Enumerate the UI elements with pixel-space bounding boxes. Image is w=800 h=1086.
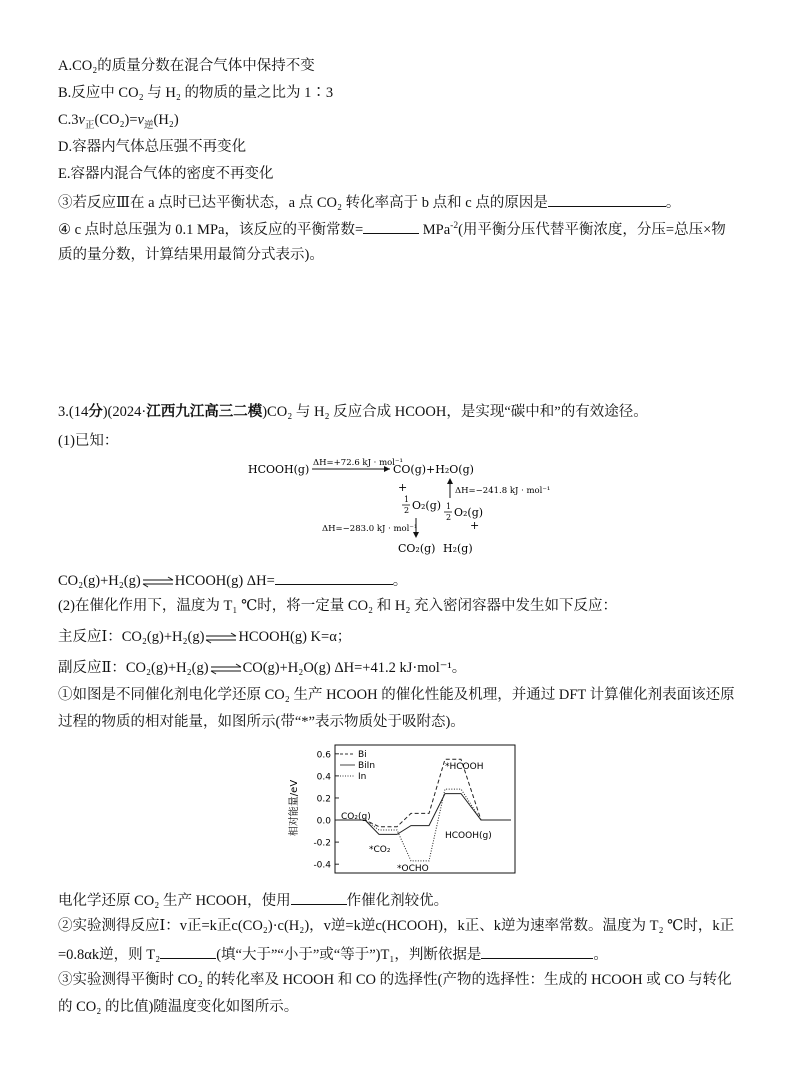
main-reaction-products: HCOOH(g) K=α； (238, 629, 352, 645)
annotation-hcooh-gas: HCOOH(g) (445, 831, 492, 841)
y-tick-label: -0.4 (313, 860, 331, 871)
scheme-arrowhead-2 (447, 478, 453, 484)
question-4-unit: MPa (419, 222, 451, 238)
question-3-text: ③若反应Ⅲ在 a 点时已达平衡状态，a 点 CO₂ 转化率高于 b 点和 c 点的原因是 (58, 195, 548, 211)
problem-3-heading (58, 402, 648, 422)
y-tick-label: 0.2 (316, 794, 331, 805)
q1-end: 。 (392, 573, 408, 589)
legend-label-bi: Bi (358, 750, 367, 760)
sub-question-2-line2 (58, 943, 608, 965)
question-3-end: 。 (665, 195, 681, 211)
question-1 (58, 569, 407, 591)
sub-question-1-line2: 过程的物质的相对能量，如图所示(带“*”表示物质处于吸附态)。 (58, 714, 465, 730)
question-4-line2: 质的量分数，计算结果用最简分式表示)。 (58, 247, 324, 263)
scheme-half-den-1: 2 (404, 506, 410, 515)
scheme-dh1: ΔH=+72.6 kJ · mol⁻¹ (313, 458, 403, 468)
option-d: D.容器内气体总压强不再变化 (58, 139, 247, 155)
answer-blank-q1[interactable] (275, 569, 393, 585)
annotation-co2-gas: CO₂(g) (341, 812, 371, 822)
question-4-exponent: -2 (450, 221, 459, 232)
sub-question-3-line1: ③实验测得平衡时 CO₂ 的转化率及 HCOOH 和 CO 的选择性(产物的选择性：生成的 HCOOH 或 CO 与转化 (58, 972, 732, 988)
problem-3-source: 江西九江高三二模 (146, 404, 263, 420)
after-chart-question (58, 889, 448, 911)
answer-blank-temperature[interactable] (160, 943, 216, 959)
scheme-half-den-2: 2 (446, 513, 452, 522)
option-b: B.反应中 CO₂ 与 H₂ 的物质的量之比为 1∶3 (58, 85, 334, 101)
legend-label-in: In (358, 772, 367, 782)
after-chart-text-a: 电化学还原 CO₂ 生产 HCOOH，使用 (58, 893, 291, 909)
option-c-prefix: C.3 (58, 112, 79, 128)
main-reaction-reactants: 主反应Ⅰ：CO₂(g)+H₂(g) (58, 629, 205, 645)
option-c-v2: v (137, 112, 144, 128)
y-tick-label: -0.2 (313, 838, 331, 849)
sub-question-2-end: 。 (593, 947, 608, 963)
problem-3-points-unit: 分 (88, 404, 103, 420)
scheme-co2: CO₂(g) (398, 542, 436, 555)
scheme-o2-left: O₂(g) (412, 499, 442, 512)
sub-question-2-text-b: (填“大于”“小于”或“等于”)T₁，判断依据是 (216, 947, 482, 963)
sub-question-2-text-a: =0.8αk逆，则 T₂ (58, 947, 161, 963)
equilibrium-arrow-icon (141, 576, 175, 588)
y-tick-label: 0.0 (316, 816, 331, 827)
option-c-post: (H₂) (153, 112, 179, 128)
chart-ylabel: 相对能量/eV (289, 779, 300, 837)
scheme-hcooh: HCOOH(g) (248, 463, 310, 476)
scheme-o2-right: O₂(g) (454, 506, 484, 519)
answer-blank-catalyst[interactable] (291, 889, 347, 905)
scheme-half-num-1: 1 (404, 495, 410, 504)
option-c (58, 110, 179, 130)
side-reaction-products: CO(g)+H₂O(g) ΔH=+41.2 kJ·mol⁻¹。 (242, 660, 467, 676)
q1-reactants: CO₂(g)+H₂(g) (58, 573, 141, 589)
series-line-in (337, 789, 511, 861)
question-4 (58, 218, 726, 240)
sub-question-2-line1: ②实验测得反应Ⅰ：v正=k正c(CO₂)·c(H₂)，v逆=k逆c(HCOOH)，k正、k逆为速率常数。温度为 T₂ ℃时，k正 (58, 918, 735, 934)
option-a: A.CO₂的质量分数在混合气体中保持不变 (58, 58, 315, 74)
answer-blank-reason[interactable] (481, 943, 593, 959)
option-c-mid: (CO₂)= (94, 112, 138, 128)
side-reaction-reactants: 副反应Ⅱ：CO₂(g)+H₂(g) (58, 660, 209, 676)
annotation-ocho: *OCHO (397, 864, 429, 874)
option-c-sub2: 逆 (143, 120, 154, 131)
energy-profile-chart (285, 742, 520, 876)
problem-3-year: )(2024· (102, 404, 147, 420)
question-3 (58, 191, 680, 213)
option-e: E.容器内混合气体的密度不再变化 (58, 166, 274, 182)
scheme-plus-1: + (398, 481, 408, 494)
after-chart-text-b: 作催化剂较优。 (346, 893, 449, 909)
scheme-co-h2o: CO(g)+H₂O(g) (393, 463, 474, 476)
legend-label-biin: BiIn (358, 761, 376, 771)
option-c-sub1: 正 (84, 120, 95, 131)
option-c-v1: v (78, 112, 85, 128)
sub-question-1-line1: ①如图是不同催化剂电化学还原 CO₂ 生产 HCOOH 的催化性能及机理，并通过 DFT 计算催化剂表面该还原 (58, 687, 735, 703)
annotation-co2-ads: *CO₂ (369, 845, 391, 855)
y-tick-label: 0.6 (316, 750, 331, 761)
main-reaction (58, 627, 351, 647)
equilibrium-arrow-icon (204, 632, 238, 644)
scheme-dh3: ΔH=−283.0 kJ · mol⁻¹ (322, 524, 418, 534)
scheme-plus-2: + (470, 519, 480, 532)
scheme-half-num-2: 1 (446, 502, 452, 511)
sub-question-3-line2: 的 CO₂ 的比值)随温度变化如图所示。 (58, 999, 299, 1015)
problem-3-number: 3.(14 (58, 404, 89, 420)
answer-blank-q3[interactable] (548, 191, 666, 207)
y-tick-label: 0.4 (316, 772, 331, 783)
reaction-cycle-scheme (240, 456, 570, 560)
annotation-hcooh-ads: *HCOOH (445, 762, 484, 772)
part-1-label: (1)已知： (58, 433, 119, 449)
scheme-dh2: ΔH=−241.8 kJ · mol⁻¹ (455, 486, 551, 496)
side-reaction (58, 658, 466, 678)
q1-products: HCOOH(g) ΔH= (174, 573, 275, 589)
problem-3-intro: )CO₂ 与 H₂ 反应合成 HCOOH，是实现“碳中和”的有效途径。 (262, 404, 648, 420)
part-2-intro: (2)在催化作用下，温度为 T₁ ℃时，将一定量 CO₂ 和 H₂ 充入密闭容器中发生如下反应： (58, 598, 618, 614)
question-4-rest: (用平衡分压代替平衡浓度，分压=总压×物 (458, 222, 726, 238)
equilibrium-arrow-icon (209, 663, 243, 675)
answer-blank-q4[interactable] (363, 218, 419, 234)
question-4-text: ④ c 点时总压强为 0.1 MPa，该反应的平衡常数= (58, 222, 364, 238)
scheme-h2: H₂(g) (443, 542, 473, 555)
chart-legend (340, 750, 375, 782)
